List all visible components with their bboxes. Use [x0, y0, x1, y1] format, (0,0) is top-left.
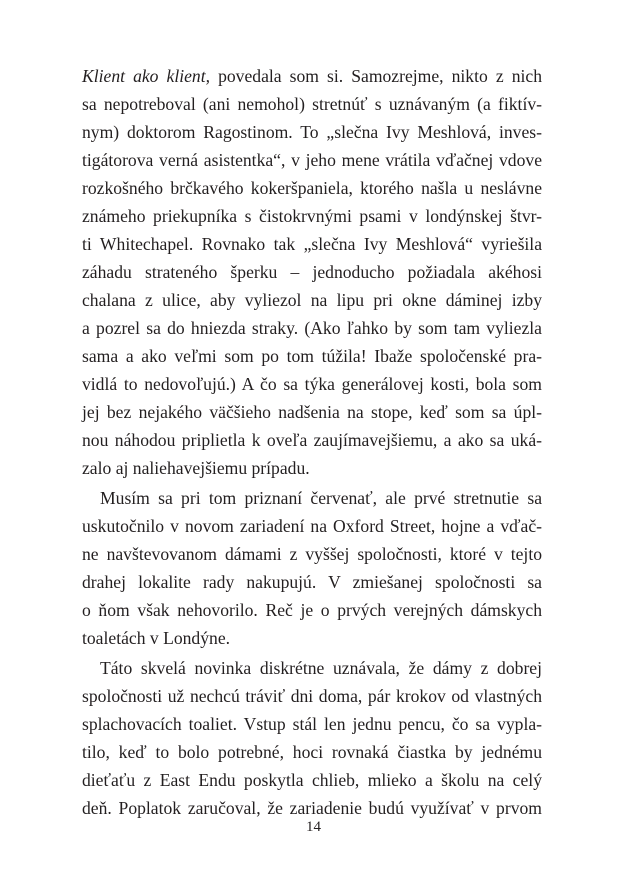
- text-line: uskutočnilo v novom zariadení na Oxford Street, hojne a vďač-: [82, 516, 542, 536]
- line-text: povedala som si. Samozrejme, nikto z nich: [210, 66, 542, 86]
- text-line: spoločnosti už nechcú tráviť dni doma, pár krokov od vlastných: [82, 686, 542, 706]
- text-line: drahej lokalite rady nakupujú. V zmiešanej spoločnosti sa: [82, 572, 542, 592]
- text-line: nou náhodou priplietla k oveľa zaujímavejšiemu, a ako sa uká-: [82, 430, 542, 450]
- text-line: ne navštevovanom dámami z vyššej spoločnosti, ktoré v tejto: [82, 544, 542, 564]
- text-line: sama a ako veľmi som po tom túžila! Ibaže spoločenské pra-: [82, 346, 542, 366]
- text-line: rozkošného brčkavého kokeršpaniela, ktorého našla u neslávne: [82, 178, 542, 198]
- text-line: nym) doktorom Ragostinom. To „slečna Ivy Meshlová, inves-: [82, 122, 542, 142]
- italic-phrase: Klient ako klient,: [82, 66, 211, 86]
- text-line: vidlá to nedovoľujú.) A čo sa týka generálovej kosti, bola som: [82, 374, 542, 394]
- text-line: dieťaťu z East Endu poskytla chlieb, mlieko a školu na celý: [82, 770, 542, 790]
- text-line: deň. Poplatok zaručoval, že zariadenie budú využívať v prvom: [82, 798, 542, 818]
- page-number: 14: [306, 819, 321, 835]
- text-line: a pozrel sa do hniezda straky. (Ako ľahko by som tam vyliezla: [82, 318, 542, 338]
- text-line: splachovacích toaliet. Vstup stál len jednu pencu, čo sa vypla-: [82, 714, 542, 734]
- text-line: o ňom však nehovorilo. Reč je o prvých verejných dámskych: [82, 600, 542, 620]
- text-line: známeho priekupníka s čistokrvnými psami v londýnskej štvr-: [82, 206, 542, 226]
- text-line: tigátorova verná asistentka“, v jeho mene vrátila vďačnej vdove: [82, 150, 542, 170]
- text-line: ti Whitechapel. Rovnako tak „slečna Ivy Meshlová“ vyriešila: [82, 234, 542, 254]
- text-line: sa nepotreboval (ani nemohol) stretnúť s uznávaným (a fiktív-: [82, 94, 542, 114]
- text-line: Táto skvelá novinka diskrétne uznávala, že dámy z dobrej: [100, 658, 542, 678]
- text-line: jej bez nejakého väčšieho nadšenia na stope, keď som sa úpl-: [82, 402, 542, 422]
- text-line: tilo, keď to bolo potrebné, hoci rovnaká čiastka by jednému: [82, 742, 542, 762]
- text-line: zalo aj naliehavejšiemu prípadu.: [82, 458, 310, 478]
- text-line: [82, 62, 542, 90]
- text-line: záhadu strateného šperku – jednoducho požiadala akéhosi: [82, 262, 542, 282]
- text-line: Musím sa pri tom priznaní červenať, ale prvé stretnutie sa: [100, 488, 542, 508]
- text-line: chalana z ulice, aby vyliezol na lipu pri okne dáminej izby: [82, 290, 542, 310]
- text-line: toaletách v Londýne.: [82, 628, 231, 648]
